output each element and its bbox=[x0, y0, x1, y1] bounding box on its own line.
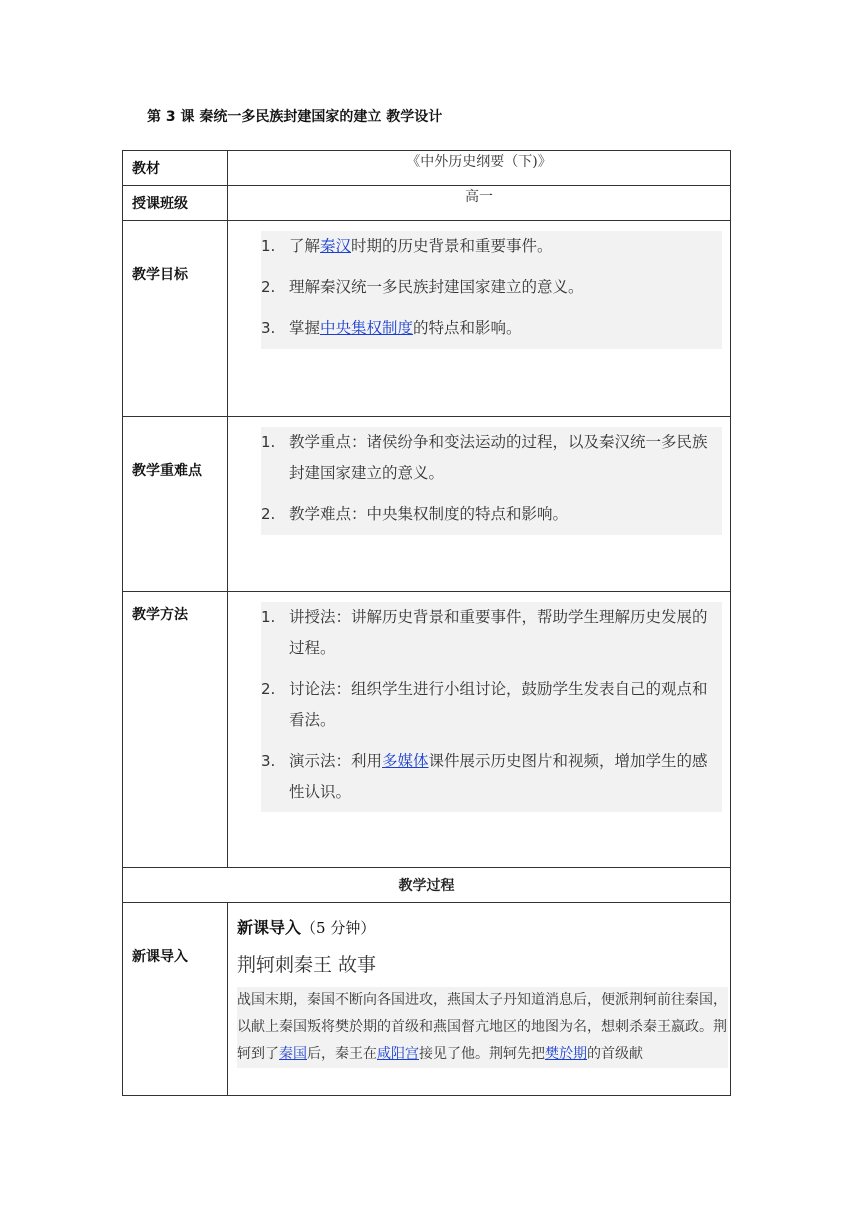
grade-label: 授课班级 bbox=[123, 186, 228, 221]
method-item-1: 1. 讲授法：讲解历史背景和重要事件，帮助学生理解历史发展的过程。 bbox=[261, 608, 708, 657]
textbook-label: 教材 bbox=[123, 151, 228, 186]
link-multimedia[interactable]: 多媒体 bbox=[382, 752, 429, 770]
intro-label: 新课导入 bbox=[123, 903, 228, 1096]
keypoint-item-2: 2. 教学难点：中央集权制度的特点和影响。 bbox=[261, 505, 569, 523]
link-qinhan[interactable]: 秦汉 bbox=[320, 237, 352, 255]
story-title: 荆轲刺秦王 故事 bbox=[237, 954, 377, 976]
goal-item-1: 1. 了解秦汉时期的历史背景和重要事件。 bbox=[261, 237, 553, 255]
goals-cell bbox=[228, 221, 731, 417]
methods-cell bbox=[228, 592, 731, 868]
goal-item-2: 2. 理解秦汉统一多民族封建国家建立的意义。 bbox=[261, 278, 584, 296]
intro-duration: （5 分钟） bbox=[301, 919, 376, 937]
method-item-2: 2. 讨论法：组织学生进行小组讨论，鼓励学生发表自己的观点和看法。 bbox=[261, 680, 708, 729]
keypoints-list bbox=[261, 427, 722, 535]
story-text: 战国末期，秦国不断向各国进攻，燕国太子丹知道消息后，便派荆轲前往秦国，以献上秦国叛将樊於期的首级和燕国督亢地区的地图为名，想刺杀秦王嬴政。荆轲到了秦国后，秦王在咸阳宫接见了他。荆轲先把樊於期的首级献 bbox=[237, 987, 728, 1068]
lesson-plan-table bbox=[122, 150, 731, 1096]
intro-heading: 新课导入（5 分钟） bbox=[237, 918, 376, 937]
methods-list bbox=[261, 602, 722, 812]
method-item-3: 3. 演示法：利用多媒体课件展示历史图片和视频，增加学生的感性认识。 bbox=[261, 752, 708, 801]
textbook-value: 《中外历史纲要（下)》 bbox=[228, 151, 731, 186]
process-heading: 教学过程 bbox=[123, 868, 731, 903]
goals-list bbox=[261, 231, 722, 349]
link-xianyang-palace[interactable]: 咸阳宫 bbox=[377, 1046, 419, 1062]
keypoints-label: 教学重难点 bbox=[123, 417, 228, 592]
link-central-power[interactable]: 中央集权制度 bbox=[320, 319, 414, 337]
link-qin-state[interactable]: 秦国 bbox=[279, 1046, 307, 1062]
link-fan-yuqi[interactable]: 樊於期 bbox=[545, 1046, 587, 1062]
keypoints-cell bbox=[228, 417, 731, 592]
methods-label: 教学方法 bbox=[123, 592, 228, 868]
grade-value: 高一 bbox=[228, 186, 731, 221]
goal-item-3: 3. 掌握中央集权制度的特点和影响。 bbox=[261, 319, 522, 337]
intro-cell bbox=[228, 903, 731, 1096]
document-title: 第 3 课 秦统一多民族封建国家的建立 教学设计 bbox=[147, 109, 443, 125]
goals-label: 教学目标 bbox=[123, 221, 228, 417]
keypoint-item-1: 1. 教学重点：诸侯纷争和变法运动的过程，以及秦汉统一多民族封建国家建立的意义。 bbox=[261, 433, 708, 482]
